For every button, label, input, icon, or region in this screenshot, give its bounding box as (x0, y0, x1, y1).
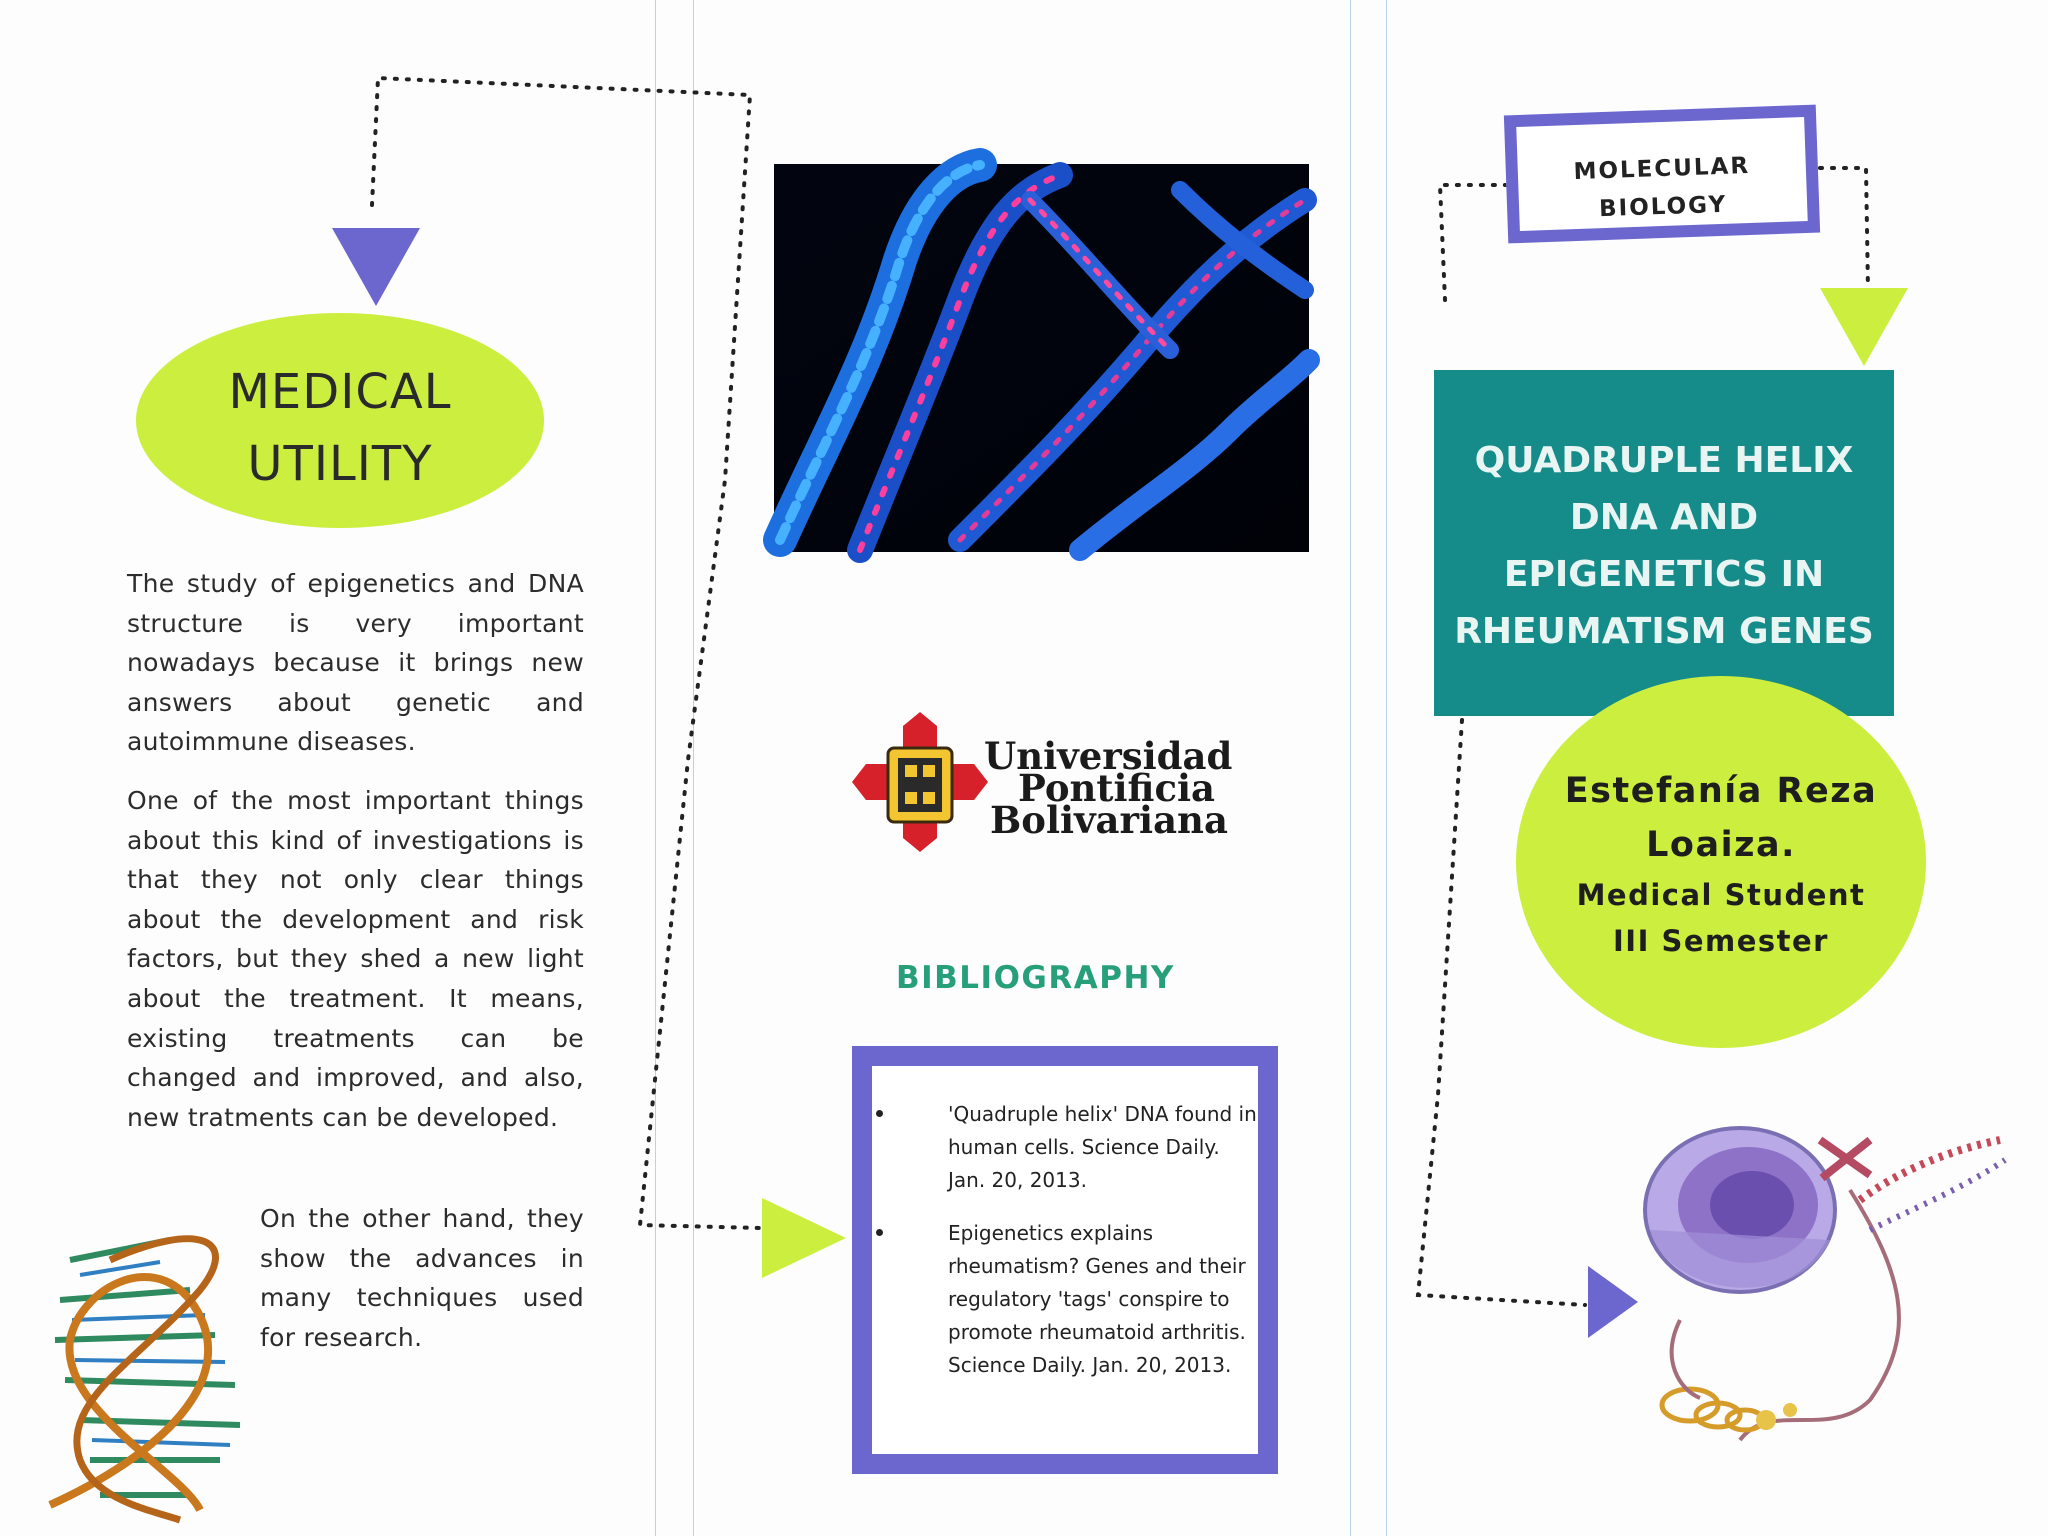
title-line-2: DNA AND (1569, 497, 1759, 538)
title-line-4: RHEUMATISM GENES (1454, 611, 1874, 652)
intro-paragraph: The study of epigenetics and DNA structure is very important nowadays because it brings new answers about genetic and autoimmune diseases. (127, 569, 584, 757)
author-role-line-1: Medical Student (1576, 878, 1866, 912)
university-name-line-1: Universidad (984, 734, 1233, 778)
heading-line-2: UTILITY (247, 436, 433, 492)
university-name-line-2: Pontificia (1018, 766, 1216, 810)
techniques-paragraph: On the other hand, they show the advances in many techniques used for research. (260, 1204, 584, 1352)
author-role-line-2: III Semester (1612, 924, 1829, 958)
author-name-line-2: Loaiza. (1646, 825, 1796, 865)
heading-line-1: MEDICAL (228, 364, 452, 420)
author-name-line-1: Estefanía Reza (1564, 771, 1878, 811)
bibliography-entry-text: 'Quadruple helix' DNA found in human cells. Science Daily. Jan. 20, 2013. (948, 1102, 1257, 1192)
tag-line-1: MOLECULAR (1573, 152, 1751, 186)
tag-line-2: BIOLOGY (1598, 191, 1728, 223)
bibliography-entry-text: Epigenetics explains rheumatism? Genes and their regulatory 'tags' conspire to promote rheumatoid arthritis. Science Daily. Jan. 20, 2013. (948, 1221, 1246, 1377)
title-line-1: QUADRUPLE HELIX (1474, 440, 1854, 481)
investigation-paragraph: One of the most important things about this kind of investigations is that they not only clear things about the development and risk factors, but they shed a new light about the treatment. It means, existing treatments can be changed and improved, and also, new tratments can be developed. (127, 786, 584, 1132)
university-name-line-3: Bolivariana (990, 798, 1228, 842)
title-line-3: EPIGENETICS IN (1503, 554, 1825, 595)
bibliography-heading: BIBLIOGRAPHY (896, 960, 1175, 996)
